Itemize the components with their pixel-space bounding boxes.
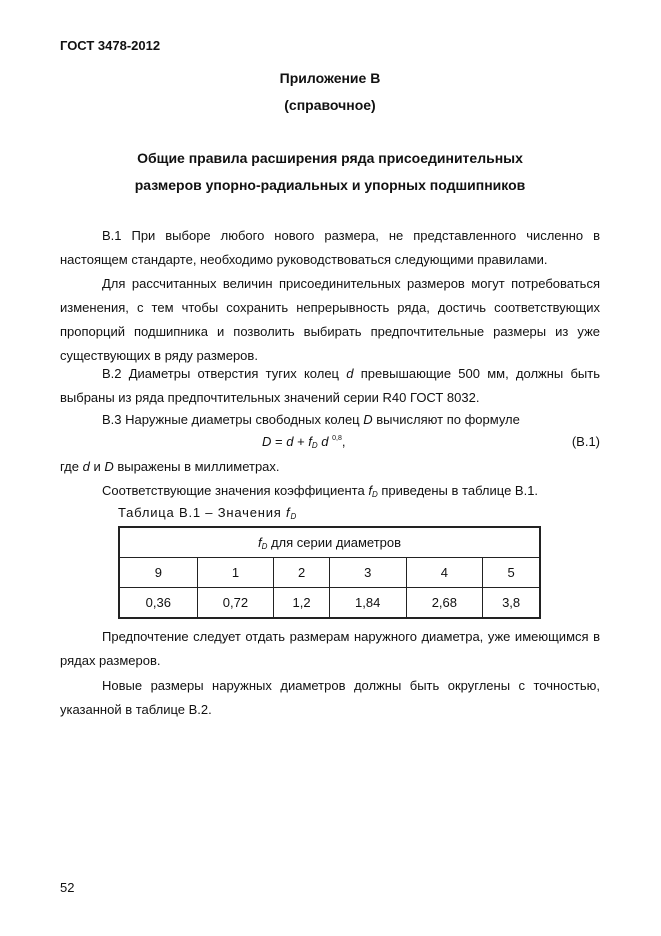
appendix-title: Приложение В bbox=[279, 70, 381, 86]
b3-text-a: В.3 Наружные диаметры свободных колец bbox=[102, 412, 364, 427]
value-cell: 1,84 bbox=[329, 588, 406, 619]
formula-var-d2: d bbox=[317, 434, 329, 449]
header-sub-D: D bbox=[261, 541, 268, 551]
paragraph-coefficients bbox=[60, 479, 600, 507]
series-cell: 2 bbox=[274, 558, 330, 588]
coef-text-b: приведены в таблице В.1. bbox=[377, 483, 539, 498]
series-cell: 3 bbox=[329, 558, 406, 588]
b3-text-b: вычисляют по формуле bbox=[372, 412, 520, 427]
document-header: ГОСТ 3478-2012 bbox=[60, 38, 161, 53]
series-cell: 5 bbox=[483, 558, 540, 588]
value-cell: 0,36 bbox=[119, 588, 197, 619]
section-title-line2: размеров упорно-радиальных и упорных подшипников bbox=[134, 177, 526, 193]
formula-exponent: 0,8 bbox=[332, 435, 342, 442]
formula-var-D: D bbox=[262, 434, 272, 449]
value-cell: 2,68 bbox=[406, 588, 483, 619]
appendix-subtitle: (справочное) bbox=[284, 97, 376, 113]
section-title-line1: Общие правила расширения ряда присоединительных bbox=[137, 150, 523, 166]
value-cell: 0,72 bbox=[197, 588, 274, 619]
table-header-cell bbox=[119, 527, 540, 558]
table-caption bbox=[118, 505, 297, 521]
value-cell: 1,2 bbox=[274, 588, 330, 619]
b2-text-a: В.2 Диаметры отверстия тугих колец bbox=[102, 366, 347, 381]
b2-var-d: d bbox=[346, 366, 354, 381]
formula-sub-D: D bbox=[311, 441, 318, 450]
formula-number: (В.1) bbox=[571, 434, 600, 449]
units-text-b: выражены в миллиметрах. bbox=[113, 459, 280, 474]
series-cell: 1 bbox=[197, 558, 274, 588]
b2-text-b: превышающие 500 мм, должны быть выбраны из ряда предпочтительных значений серии R40 ГОСТ 8032. bbox=[60, 366, 600, 405]
formula-var-d: d bbox=[286, 434, 294, 449]
paragraph-b2 bbox=[60, 362, 600, 410]
header-var-f: f bbox=[257, 534, 262, 550]
series-cell: 9 bbox=[119, 558, 197, 588]
table-values-row bbox=[119, 588, 540, 619]
header-text: для серии диаметров bbox=[267, 534, 402, 550]
fd-table bbox=[118, 526, 541, 619]
formula-comma: , bbox=[341, 434, 346, 449]
formula-equals: = bbox=[271, 434, 287, 449]
paragraph-adjustments: Для рассчитанных величин присоединительных размеров могут потребоваться изменения, с тем чтобы сохранить непрерывность ряда, достичь соответствующих пропорций подшипника и позволить выбирать предпочтительные размеры из уже существующих в ряду размеров. bbox=[60, 276, 600, 363]
paragraph-rounding: Новые размеры наружных диаметров должны быть округлены с точностью, указанной в таблице В.2. bbox=[60, 678, 600, 717]
table-header-row bbox=[119, 527, 540, 558]
units-var-D: D bbox=[104, 459, 114, 474]
caption-text: Таблица В.1 – Значения bbox=[118, 505, 287, 520]
coef-text-a: Соответствующие значения коэффициента bbox=[102, 483, 369, 498]
series-cell: 4 bbox=[406, 558, 483, 588]
coef-sub-D: D bbox=[371, 490, 378, 499]
units-var-d: d bbox=[82, 459, 90, 474]
formula-var-f: f bbox=[308, 434, 312, 449]
table-series-row bbox=[119, 558, 540, 588]
units-text-a: где bbox=[60, 459, 83, 474]
paragraph-units bbox=[60, 455, 600, 479]
caption-var-f: f bbox=[286, 505, 291, 520]
formula-b1 bbox=[60, 434, 600, 454]
value-cell: 3,8 bbox=[483, 588, 540, 619]
caption-sub-D: D bbox=[290, 512, 298, 521]
coef-var-f: f bbox=[368, 483, 372, 498]
paragraph-preference: Предпочтение следует отдать размерам наружного диаметра, уже имеющимся в рядах размеров. bbox=[60, 629, 600, 668]
formula-plus: + bbox=[293, 434, 309, 449]
b3-var-D: D bbox=[363, 412, 373, 427]
page-number: 52 bbox=[60, 880, 75, 895]
units-text-mid: и bbox=[89, 459, 105, 474]
paragraph-b3 bbox=[60, 408, 600, 432]
formula-expression bbox=[262, 434, 346, 450]
paragraph-b1: В.1 При выборе любого нового размера, не представленного численно в настоящем стандарте, необходимо руководствоваться следующими правилами. bbox=[60, 228, 600, 267]
